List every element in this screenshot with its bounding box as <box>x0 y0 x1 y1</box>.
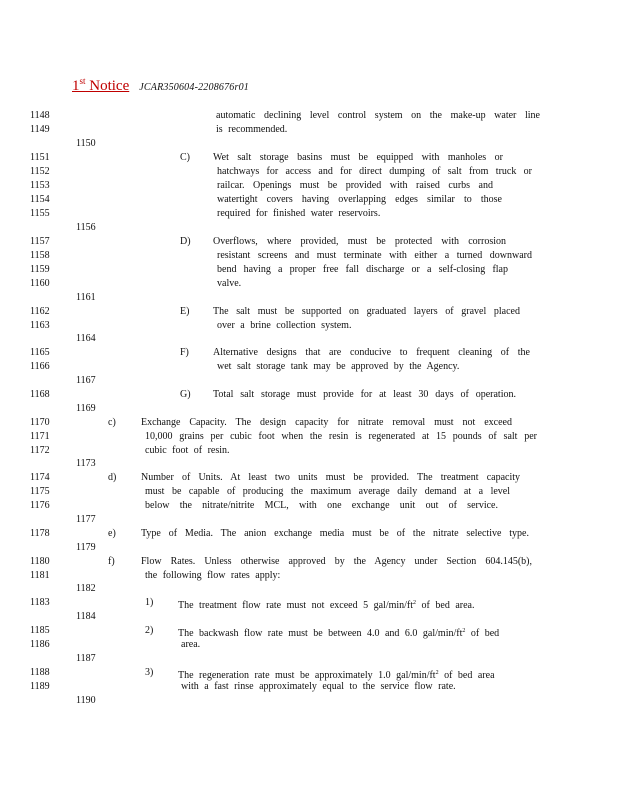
blank-line-number: 1164 <box>76 333 96 344</box>
line-number: 1168 <box>30 389 50 400</box>
blank-line-number: 1156 <box>76 222 96 233</box>
line-number: 1153 <box>30 180 50 191</box>
body-line: the following flow rates apply: <box>145 570 281 581</box>
blank-line-number: 1190 <box>76 695 96 706</box>
line-number: 1159 <box>30 264 50 275</box>
line-number: 1165 <box>30 347 50 358</box>
item-label: 1) <box>145 597 154 608</box>
line-number: 1152 <box>30 166 50 177</box>
item-label: d) <box>108 472 117 483</box>
line-number: 1189 <box>30 681 50 692</box>
line-number: 1157 <box>30 236 50 247</box>
blank-line-number: 1187 <box>76 653 96 664</box>
blank-line-number: 1169 <box>76 403 96 414</box>
body-line: must be capable of producing the maximum average daily demand at a level <box>145 486 510 497</box>
body-line: Number of Units. At least two units must be provided. The treatment capacity <box>141 472 520 483</box>
line-number: 1175 <box>30 486 50 497</box>
line-number: 1148 <box>30 110 50 121</box>
item-label: F) <box>180 347 189 358</box>
body-line: resistant screens and must terminate with either a turned downward <box>217 250 532 261</box>
document-code: JCAR350604-2208676r01 <box>139 82 249 93</box>
blank-line-number: 1150 <box>76 138 96 149</box>
body-line: below the nitrate/nitrite MCL, with one exchange unit out of service. <box>145 500 498 511</box>
line-number: 1151 <box>30 152 50 163</box>
line-number: 1172 <box>30 445 50 456</box>
body-line: required for finished water reservoirs. <box>217 208 381 219</box>
body-line: The salt must be supported on graduated layers of gravel placed <box>213 306 520 317</box>
line-number: 1186 <box>30 639 50 650</box>
body-line: over a brine collection system. <box>217 320 352 331</box>
blank-line-number: 1167 <box>76 375 96 386</box>
body-line: cubic foot of resin. <box>145 445 230 456</box>
line-number: 1163 <box>30 320 50 331</box>
body-line: area. <box>181 639 201 650</box>
notice-title: 1st Notice <box>72 76 130 94</box>
body-line: Alternative designs that are conducive to frequent cleaning of the <box>213 347 530 358</box>
body-line: Flow Rates. Unless otherwise approved by the Agency under Section 604.145(b), <box>141 556 532 567</box>
body-line: railcar. Openings must be provided with raised curbs and <box>217 180 493 191</box>
body-line: with a fast rinse approximately equal to the service flow rate. <box>181 681 456 692</box>
item-label: c) <box>108 417 116 428</box>
item-label: e) <box>108 528 116 539</box>
item-label: E) <box>180 306 190 317</box>
body-line: Total salt storage must provide for at least 30 days of operation. <box>213 389 516 400</box>
line-number: 1158 <box>30 250 50 261</box>
body-line: 10,000 grains per cubic foot when the resin is regenerated at 15 pounds of salt per <box>145 431 537 442</box>
blank-line-number: 1173 <box>76 458 96 469</box>
body-line: The treatment flow rate must not exceed 5 gal/$\min/ft^2$ of bed area. <box>178 600 475 611</box>
blank-line-number: 1184 <box>76 611 96 622</box>
line-number: 1183 <box>30 597 50 608</box>
body-line: watertight covers having overlapping edges similar to those <box>217 194 502 205</box>
item-label: G) <box>180 389 191 400</box>
item-label: 3) <box>145 667 154 678</box>
line-number: 1160 <box>30 278 50 289</box>
item-label: C) <box>180 152 190 163</box>
body-line: The regeneration rate must be approximately 1.0 gal/$\min/ft^2$ of bed area <box>178 670 495 681</box>
line-number: 1185 <box>30 625 50 636</box>
line-number: 1166 <box>30 361 50 372</box>
body-line: wet salt storage tank may be approved by the Agency. <box>217 361 460 372</box>
line-number: 1154 <box>30 194 50 205</box>
body-line: bend having a proper free fall discharge or a self-closing flap <box>217 264 508 275</box>
blank-line-number: 1161 <box>76 292 96 303</box>
blank-line-number: 1182 <box>76 583 96 594</box>
line-number: 1155 <box>30 208 50 219</box>
blank-line-number: 1179 <box>76 542 96 553</box>
line-number: 1176 <box>30 500 50 511</box>
line-number: 1170 <box>30 417 50 428</box>
line-number: 1181 <box>30 570 50 581</box>
blank-line-number: 1177 <box>76 514 96 525</box>
body-line: The backwash flow rate must be between 4.0 and 6.0 gal/$\min/ft^2$ of bed <box>178 628 500 639</box>
body-line: valve. <box>217 278 242 289</box>
line-number: 1174 <box>30 472 50 483</box>
line-number: 1162 <box>30 306 50 317</box>
body-line: Type of Media. The anion exchange media must be of the nitrate selective type. <box>141 528 529 539</box>
item-label: 2) <box>145 625 154 636</box>
line-number: 1149 <box>30 124 50 135</box>
line-number: 1188 <box>30 667 50 678</box>
body-line: automatic declining level control system on the make-up water line <box>216 110 540 121</box>
line-number: 1171 <box>30 431 50 442</box>
body-line: is recommended. <box>216 124 288 135</box>
notice-header <box>72 76 249 95</box>
body-line: hatchways for access and for direct dumping of salt from truck or <box>217 166 532 177</box>
body-line: Wet salt storage basins must be equipped with manholes or <box>213 152 503 163</box>
line-number: 1180 <box>30 556 50 567</box>
line-number: 1178 <box>30 528 50 539</box>
body-line: Exchange Capacity. The design capacity for nitrate removal must not exceed <box>141 417 512 428</box>
item-label: f) <box>108 556 115 567</box>
item-label: D) <box>180 236 191 247</box>
body-line: Overflows, where provided, must be protected with corrosion <box>213 236 506 247</box>
